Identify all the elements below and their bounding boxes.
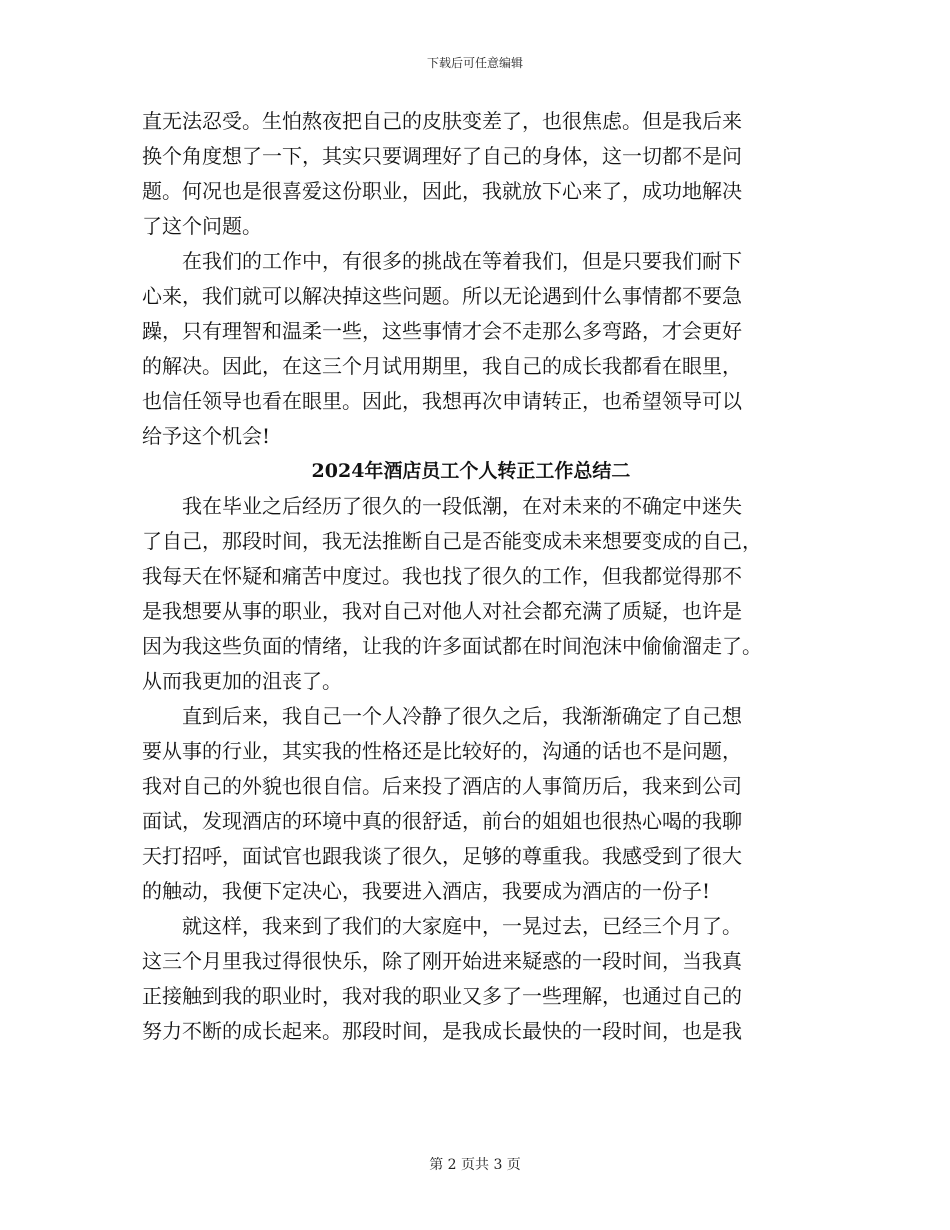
text-line: 从而我更加的沮丧了。 [142, 669, 342, 693]
document-body [142, 104, 800, 1049]
text-line: 也信任领导也看在眼里。因此，我想再次申请转正，也希望领导可以 [142, 389, 742, 413]
text-line: 的触动，我便下定决心，我要进入酒店，我要成为酒店的一份子! [142, 879, 711, 903]
text-line: 努力不断的成长起来。那段时间，是我成长最快的一段时间，也是我 [142, 1019, 742, 1043]
text-line: 这三个月里我过得很快乐，除了刚开始进来疑惑的一段时间，当我真 [142, 949, 742, 973]
page-footer: 第 2 页共 3 页 [429, 1157, 521, 1173]
text-line: 我对自己的外貌也很自信。后来投了酒店的人事简历后，我来到公司 [142, 774, 742, 798]
text-line: 换个角度想了一下，其实只要调理好了自己的身体，这一切都不是问 [142, 144, 742, 168]
text-line: 了这个问题。 [142, 214, 262, 238]
text-line: 题。何况也是很喜爱这份职业，因此，我就放下心来了，成功地解决 [142, 179, 742, 203]
text-line: 在我们的工作中，有很多的挑战在等着我们，但是只要我们耐下 [182, 249, 742, 273]
text-line: 躁，只有理智和温柔一些，这些事情才会不走那么多弯路，才会更好 [142, 319, 742, 343]
text-line: 给予这个机会! [142, 424, 271, 448]
text-line: 了自己，那段时间，我无法推断自己是否能变成未来想要变成的自己， [142, 529, 762, 553]
text-line: 是我想要从事的职业，我对自己对他人对社会都充满了质疑，也许是 [142, 599, 742, 623]
text-line: 正接触到我的职业时，我对我的职业又多了一些理解，也通过自己的 [142, 984, 742, 1008]
page-header: 下载后可任意编辑 [426, 56, 523, 70]
text-line: 我在毕业之后经历了很久的一段低潮，在对未来的不确定中迷失 [182, 494, 742, 518]
text-line: 直到后来，我自己一个人冷静了很久之后，我渐渐确定了自己想 [182, 704, 742, 728]
text-line: 就这样，我来到了我们的大家庭中，一晃过去，已经三个月了。 [182, 914, 742, 938]
section-heading: 2024年酒店员工个人转正工作总结二 [311, 460, 631, 482]
text-line: 我每天在怀疑和痛苦中度过。我也找了很久的工作，但我都觉得那不 [142, 564, 742, 588]
text-line: 直无法忍受。生怕熬夜把自己的皮肤变差了，也很焦虑。但是我后来 [142, 109, 742, 133]
text-line: 因为我这些负面的情绪，让我的许多面试都在时间泡沫中偷偷溜走了。 [142, 634, 762, 658]
text-line: 的解决。因此，在这三个月试用期里，我自己的成长我都看在眼里， [142, 354, 742, 378]
text-line: 天打招呼，面试官也跟我谈了很久，足够的尊重我。我感受到了很大 [142, 844, 742, 868]
text-line: 心来，我们就可以解决掉这些问题。所以无论遇到什么事情都不要急 [142, 284, 742, 308]
text-line: 要从事的行业，其实我的性格还是比较好的，沟通的话也不是问题， [142, 739, 742, 763]
text-line: 面试，发现酒店的环境中真的很舒适，前台的姐姐也很热心喝的我聊 [142, 809, 742, 833]
